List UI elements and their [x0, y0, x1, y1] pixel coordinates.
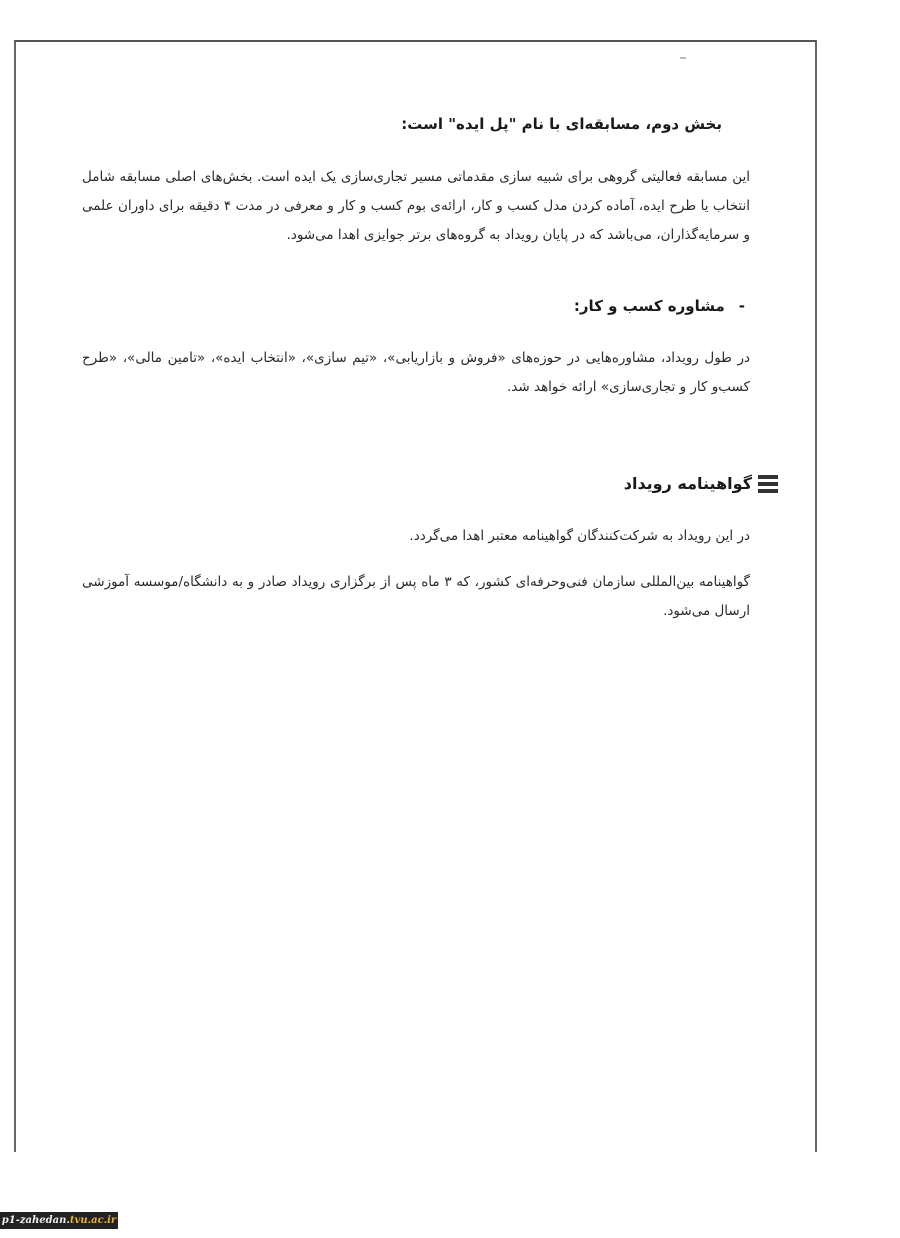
competition-description: این مسابقه فعالیتی گروهی برای شبیه سازی مقدماتی مسیر تجاری‌سازی یک ایده است. بخش‌های اصلی مسابقه شامل انتخاب یا طرح ایده، آماده کردن مدل کسب و کار، ارائه‌ی بوم کسب و کار و معرفی در مدت ۴ دقیقه برای داوران علمی و سرمایه‌گذاران، می‌باشد که در پایان رویداد به گروه‌های برتر جوایزی اهدا می‌شود. [82, 169, 750, 243]
consulting-description: در طول رویداد، مشاوره‌هایی در حوزه‌های «فروش و بازاریابی»، «تیم سازی»، «انتخاب ایده»، «تامین مالی»، «طرح کسب‌و کار و تجاری‌سازی» ارائه خواهد شد. [82, 350, 750, 395]
scan-speck [680, 57, 686, 59]
list-icon [758, 475, 778, 493]
business-consulting-label: مشاوره کسب و کار: [573, 297, 725, 315]
bullet-dash: - [738, 297, 745, 315]
certificate-details: گواهینامه بین‌المللی سازمان فنی‌وحرفه‌ای کشور، که ۳ ماه پس از برگزاری رویداد صادر و به دانشگاه/موسسه آموزشی ارسال می‌شود. [82, 574, 750, 619]
certificate-title-label: گواهینامه رویداد [623, 474, 752, 493]
watermark-tld: tvu.ac.ir [69, 1215, 117, 1226]
section-two-heading: بخش دوم، مسابقه‌ای با نام "پل ایده" است: [401, 115, 722, 133]
watermark-site: p1-zahedan. [1, 1215, 70, 1226]
business-consulting-heading [574, 297, 745, 315]
certificate-section-title [624, 474, 778, 493]
site-watermark-badge [0, 1212, 118, 1229]
certificate-intro: در این رویداد به شرکت‌کنندگان گواهینامه معتبر اهدا می‌گردد. [409, 528, 750, 544]
